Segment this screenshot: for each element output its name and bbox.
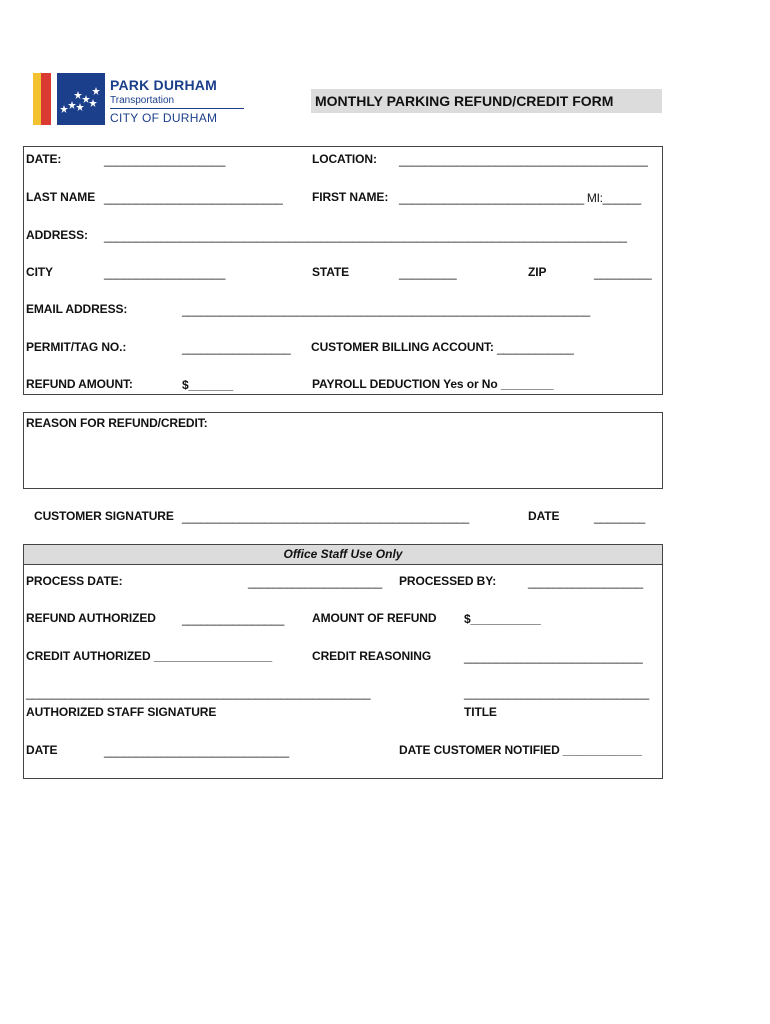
staff-signature-field[interactable]: ______________________________________________________	[26, 686, 371, 700]
signature-date-field[interactable]: ________	[594, 510, 645, 524]
zip-field[interactable]: _________	[594, 266, 652, 280]
permit-label: PERMIT/TAG NO.:	[26, 340, 127, 354]
first-name-field[interactable]: _____________________________ MI:______	[399, 191, 641, 205]
logo-yellow-stripe	[33, 73, 41, 125]
date-field[interactable]: ___________________	[104, 153, 226, 167]
first-name-label: FIRST NAME:	[312, 190, 389, 204]
state-label: STATE	[312, 265, 350, 279]
payroll-deduction-field[interactable]: PAYROLL DEDUCTION Yes or No ________	[312, 377, 554, 391]
date-customer-notified-field[interactable]: DATE CUSTOMER NOTIFIED ____________	[399, 743, 642, 757]
date-label: DATE:	[26, 152, 62, 166]
billing-account-label: CUSTOMER BILLING ACCOUNT:	[311, 340, 494, 354]
staff-date-label: DATE	[26, 743, 58, 757]
title-field[interactable]: _____________________________	[464, 686, 649, 700]
permit-field[interactable]: _________________	[182, 341, 291, 355]
refund-authorized-field[interactable]: ________________	[182, 612, 284, 626]
logo-city: CITY OF DURHAM	[110, 111, 218, 125]
billing-account-field[interactable]: ____________	[497, 341, 574, 355]
office-staff-header: Office Staff Use Only	[24, 545, 662, 565]
refund-amount-label: REFUND AMOUNT:	[26, 377, 133, 391]
processed-by-label: PROCESSED BY:	[399, 574, 497, 588]
park-durham-logo	[33, 73, 245, 127]
state-field[interactable]: _________	[399, 266, 457, 280]
location-label: LOCATION:	[312, 152, 377, 166]
logo-brand: PARK DURHAM	[110, 77, 217, 93]
process-date-label: PROCESS DATE:	[26, 574, 123, 588]
last-name-field[interactable]: ____________________________	[104, 191, 283, 205]
zip-label: ZIP	[528, 265, 547, 279]
title-label: TITLE	[464, 705, 497, 719]
credit-authorized-field[interactable]: CREDIT AUTHORIZED __________________	[26, 649, 273, 663]
address-label: ADDRESS:	[26, 228, 88, 242]
credit-reasoning-field[interactable]: ____________________________	[464, 650, 643, 664]
signature-date-label: DATE	[528, 509, 560, 523]
city-field[interactable]: ___________________	[104, 266, 226, 280]
logo-red-stripe	[41, 73, 51, 125]
process-date-field[interactable]: _____________________	[248, 575, 382, 589]
credit-reasoning-label: CREDIT REASONING	[312, 649, 432, 663]
city-label: CITY	[26, 265, 53, 279]
logo-divider	[110, 108, 244, 109]
staff-date-field[interactable]: _____________________________	[104, 744, 289, 758]
customer-signature-label: CUSTOMER SIGNATURE	[34, 509, 174, 523]
logo-subtitle: Transportation	[110, 95, 175, 106]
email-label: EMAIL ADDRESS:	[26, 302, 128, 316]
form-title: MONTHLY PARKING REFUND/CREDIT FORM	[311, 89, 662, 113]
customer-signature-field[interactable]: _____________________________________________	[182, 510, 469, 524]
refund-authorized-label: REFUND AUTHORIZED	[26, 611, 156, 625]
reason-label: REASON FOR REFUND/CREDIT:	[26, 416, 208, 430]
stars-icon	[60, 85, 102, 115]
address-field[interactable]: __________________________________________________________________________________	[104, 229, 627, 243]
processed-by-field[interactable]: __________________	[528, 575, 643, 589]
location-field[interactable]: _______________________________________	[399, 153, 648, 167]
refund-amount-field[interactable]: $_______	[182, 378, 233, 392]
email-field[interactable]: ________________________________________________________________	[182, 303, 590, 317]
amount-of-refund-label: AMOUNT OF REFUND	[312, 611, 437, 625]
staff-signature-label: AUTHORIZED STAFF SIGNATURE	[26, 705, 217, 719]
amount-of-refund-field[interactable]: $___________	[464, 612, 541, 626]
last-name-label: LAST NAME	[26, 190, 96, 204]
